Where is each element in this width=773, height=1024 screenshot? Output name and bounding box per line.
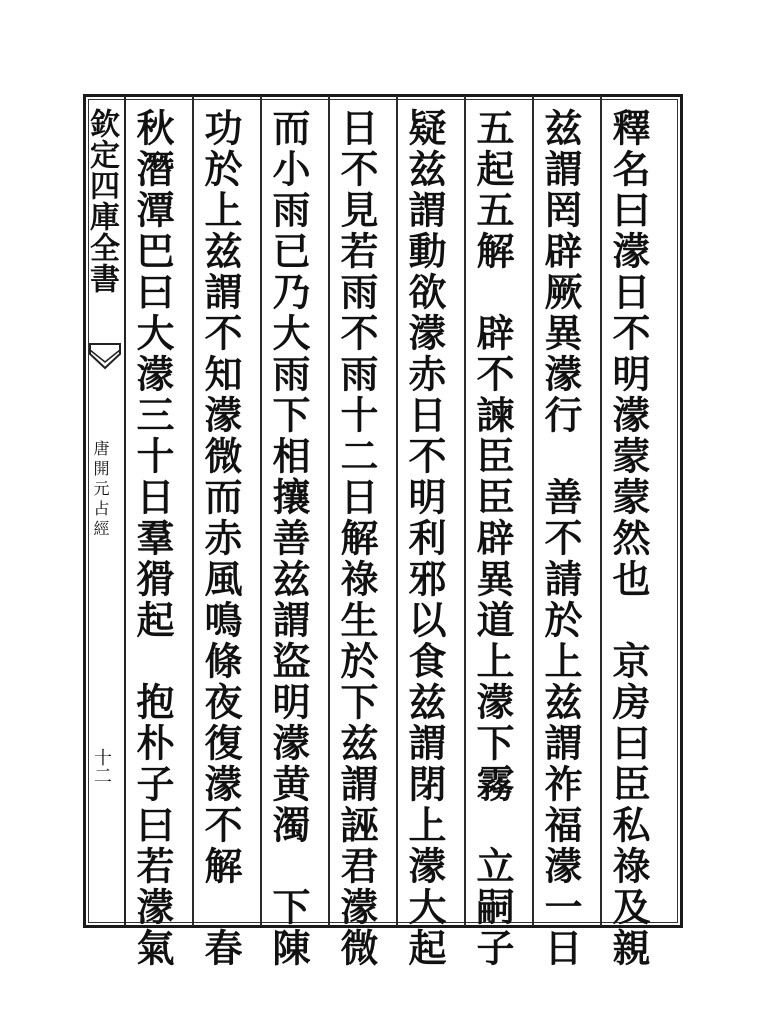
text-column-6: 而小雨已乃大雨下相攘善兹謂盜明濛黄濁 下陳 (266, 108, 311, 969)
text-column-3: 五起五解 辟不諫臣臣辟異道上濛下霧 立嗣子 (470, 108, 515, 969)
text-column-7: 功於上兹謂不知濛微而赤風鳴條夜復濛不解 春 (198, 108, 243, 969)
page-inner-border (84, 99, 678, 923)
text-column-1: 釋名曰濛日不明濛蒙蒙然也 京房曰臣私祿及親 (606, 108, 651, 969)
column-rule (532, 96, 534, 926)
text-column-4: 疑兹謂動欲濛赤日不明利邪以食兹謂閉上濛大起 (402, 108, 447, 969)
chapter-title: 唐開元占經 (91, 440, 110, 540)
text-column-8: 秋潛潭巴曰大濛三十日羣猾起 抱朴子曰若濛氣 (130, 108, 175, 969)
column-rule (396, 96, 398, 926)
column-rule (464, 96, 466, 926)
fishtail-mark-icon (88, 340, 122, 376)
margin-divider (124, 96, 126, 926)
book-title: 欽定四庫全書 (84, 108, 119, 294)
column-rule (192, 96, 194, 926)
column-rule (328, 96, 330, 926)
text-column-2: 兹謂罔辟厥異濛行 善不請於上兹謂祚福濛一日 (538, 108, 583, 969)
page-number: 十二 (91, 748, 112, 784)
column-rule (600, 96, 602, 926)
text-column-5: 日不見若雨不雨十二日解祿生於下兹謂誣君濛微 (334, 108, 379, 969)
column-rule (260, 96, 262, 926)
